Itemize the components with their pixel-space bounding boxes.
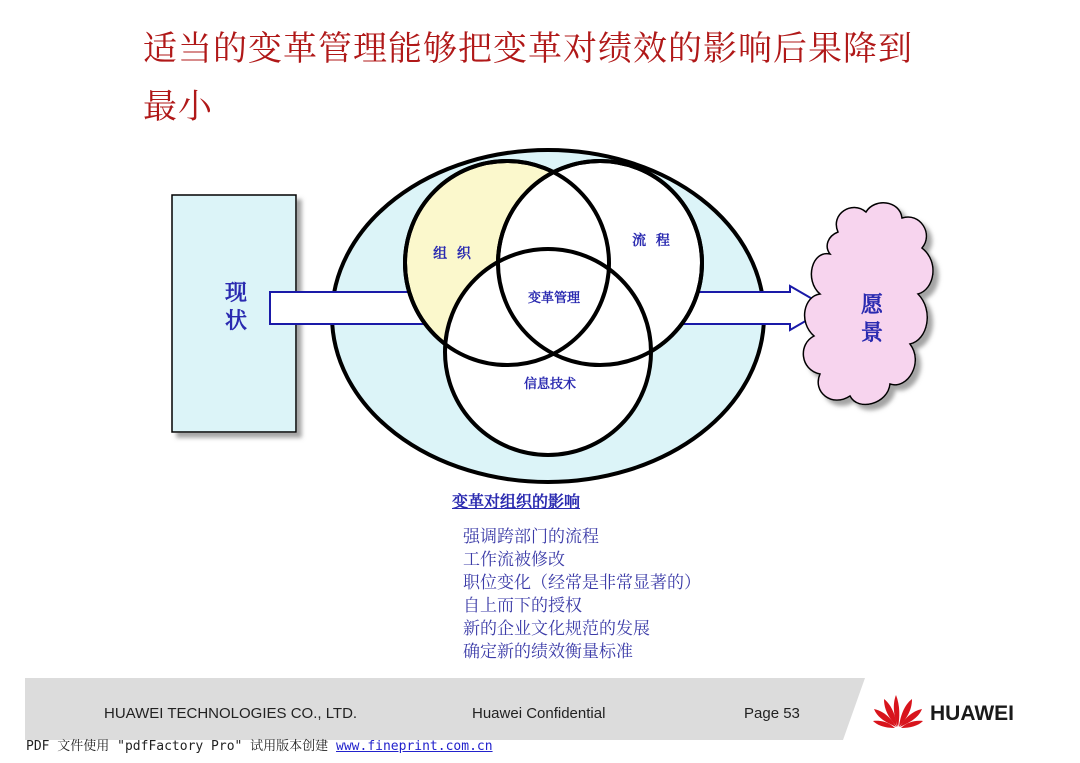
current-state-label-line-2: 状 xyxy=(224,309,248,334)
impact-item: 新的企业文化规范的发展 xyxy=(463,619,650,639)
process-label: 流 程 xyxy=(632,233,670,249)
footer-company: HUAWEI TECHNOLOGIES CO., LTD. xyxy=(104,705,358,722)
huawei-petal-logo-icon xyxy=(872,693,924,729)
vision-label-line-1: 愿 xyxy=(860,293,884,318)
pdf-watermark xyxy=(26,735,493,754)
slide-title-line-2: 最小 xyxy=(143,87,213,127)
footer-page-number: Page 53 xyxy=(744,705,800,722)
impact-item: 自上而下的授权 xyxy=(463,596,582,616)
impact-item: 工作流被修改 xyxy=(463,550,565,570)
impact-item: 强调跨部门的流程 xyxy=(463,527,599,547)
slide-title-line-1: 适当的变革管理能够把变革对绩效的影响后果降到 xyxy=(143,29,913,69)
current-state-label-line-1: 现 xyxy=(224,281,248,306)
watermark-prefix: PDF 文件使用 "pdfFactory Pro" 试用版本创建 xyxy=(26,739,337,754)
impact-item: 确定新的绩效衡量标准 xyxy=(463,642,633,662)
huawei-brand-text: HUAWEI xyxy=(930,702,1014,725)
impact-item: 职位变化（经常是非常显著的） xyxy=(463,573,701,593)
change-management-label: 变革管理 xyxy=(527,291,581,306)
impact-heading: 变革对组织的影响 xyxy=(452,492,581,511)
footer-confidential: Huawei Confidential xyxy=(472,705,606,722)
impact-list xyxy=(463,526,701,664)
watermark-url-link[interactable]: www.fineprint.com.cn xyxy=(336,739,493,754)
it-label: 信息技术 xyxy=(523,377,577,392)
organization-label: 组 织 xyxy=(433,246,471,262)
vision-label-line-2: 景 xyxy=(860,321,884,346)
